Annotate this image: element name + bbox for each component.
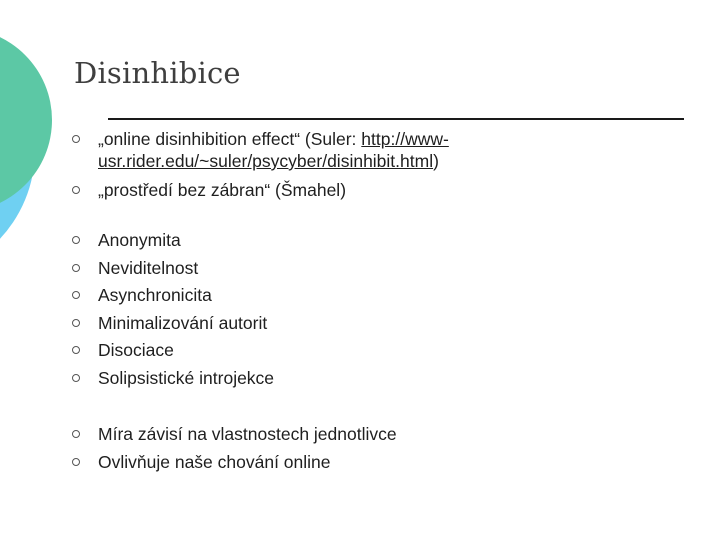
list-item-text: Anonymita	[98, 230, 181, 250]
bullet-marker	[72, 264, 80, 272]
slide-title: Disinhibice	[74, 56, 241, 90]
list-item-text: Asynchronicita	[98, 285, 212, 305]
list-item-text: Solipsistické introjekce	[98, 368, 275, 388]
suler-suffix: )	[433, 151, 439, 171]
bullet-marker	[72, 430, 80, 438]
title-rule	[108, 118, 684, 120]
bullet-marker	[72, 236, 80, 244]
suler-prefix: „online disinhibition effect“ (Suler:	[98, 129, 362, 149]
suler-link-continued[interactable]: usr.rider.edu/~suler/psycyber/disinhibit.html	[98, 151, 434, 171]
list-item-text: Minimalizování autorit	[98, 313, 268, 333]
list-item-text: Ovlivňuje naše chování online	[98, 452, 331, 472]
bullet-marker	[72, 291, 80, 299]
bullet-marker	[72, 374, 80, 382]
list-item-text: Míra závisí na vlastnostech jednotlivce	[98, 424, 397, 444]
list-item-text: „prostředí bez zábran“ (Šmahel)	[98, 180, 347, 200]
decorative-circles	[0, 0, 80, 300]
bullet-marker	[72, 135, 80, 143]
list-item-text: Neviditelnost	[98, 258, 199, 278]
bullet-marker	[72, 319, 80, 327]
list-item-text: Disociace	[98, 340, 174, 360]
bullet-marker	[72, 458, 80, 466]
decor-svg	[0, 0, 80, 300]
list-item-text	[98, 150, 439, 172]
suler-link[interactable]: http://www-	[361, 129, 449, 149]
bullet-marker	[72, 346, 80, 354]
bullet-marker	[72, 186, 80, 194]
list-item-text	[98, 128, 449, 150]
